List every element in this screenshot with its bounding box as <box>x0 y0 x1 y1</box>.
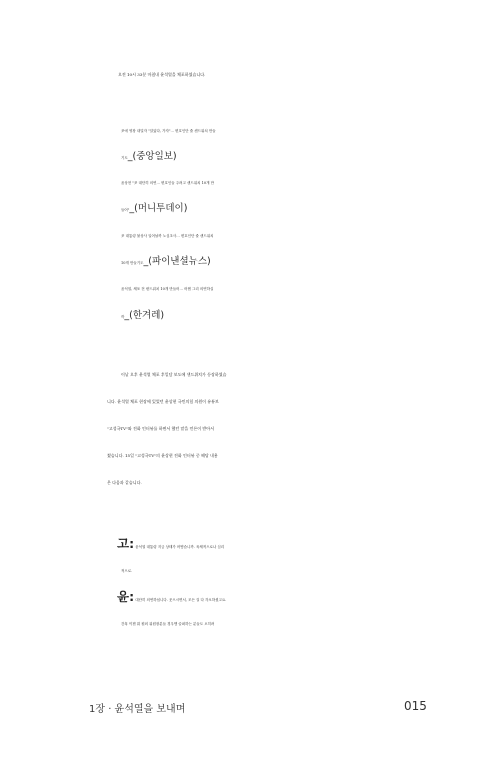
headline-3-source: _(파이낸셜뉴스) <box>143 256 211 267</box>
dialog-1-line-1 <box>117 534 500 557</box>
headline-2-line-1: 윤상현 "尹 대단히 의연… 변호인들 주려고 샌드위치 10개 만 <box>121 181 214 185</box>
headline-3-line-1: 尹 대통령 불상사 일어날까 노심초사… 변호인단 줄 샌드위치 <box>121 234 214 238</box>
headline-4-line-2 <box>121 306 500 327</box>
dialog-2-speaker: 윤: <box>117 589 135 604</box>
headline-2-text: 들어" <box>121 208 130 212</box>
chapter-title: 1장 · 윤석열을 보내며 <box>89 704 186 715</box>
headline-4-line-1: 윤석열, 체포 전 샌드위치 10개 만들어… 어쩜 그리 의연하실 <box>121 287 214 291</box>
paragraph-line-5: 은 다음과 같습니다. <box>107 480 142 485</box>
headline-4-source: _(한겨레) <box>124 310 165 321</box>
headline-3-text: 10개 만들기도 <box>121 261 144 265</box>
dialog-2-line-2: 간혹 이젠 뭐 원외 위원장분들 경우엔 슬퍼하는 분들도 오히려 <box>121 622 215 626</box>
dialog-2-text: 대단히 의연하십니다. 웃으시면서, 모든 걸 다 각오하셨고요. <box>134 598 227 602</box>
dialog-2-line-1 <box>117 587 500 610</box>
headline-1-line-2 <box>121 147 500 168</box>
headline-3-line-2 <box>121 252 500 273</box>
paragraph-line-2: 니다. 윤석열 체포 현장에 있었던 윤상현 국민의힘 의원이 유튜브 <box>107 399 219 404</box>
dialog-1-line-2: 적으로. <box>121 569 133 573</box>
dialog-1-speaker: 고: <box>117 536 135 551</box>
paragraph-line-1: 이날 오후 윤석열 체포 후일담 보도에 샌드위치가 등장하였습 <box>121 372 227 377</box>
paragraph-line-3: "고성국TV"와 전화 인터뷰를 하면서 했던 말을 언론이 받아서 <box>107 426 215 431</box>
dialog-1-text: 윤석열 대통령 지금 상태가 어떻습니까. 육체적으로나 심리 <box>134 545 225 549</box>
headline-2-line-2 <box>121 199 500 220</box>
headline-1-source: _(중앙일보) <box>127 151 177 162</box>
paragraph-line-4: 썼습니다. 15일 "고성국TV"의 윤상현 전화 인터뷰 중 해당 내용 <box>107 453 218 458</box>
headline-1-text: 기도 <box>121 156 128 160</box>
headline-4-text: 까 <box>121 315 125 319</box>
page-number: 015 <box>404 699 427 713</box>
intro-line: 오전 10시 33분 마침내 윤석열을 체포하였습니다. <box>118 72 206 77</box>
headline-1-line-1: 尹에 영장 내밀자 "알았다, 가자"… 변호인단 줄 샌드위치 만들 <box>121 129 216 133</box>
headline-2-source: _(머니투데이) <box>129 203 188 214</box>
